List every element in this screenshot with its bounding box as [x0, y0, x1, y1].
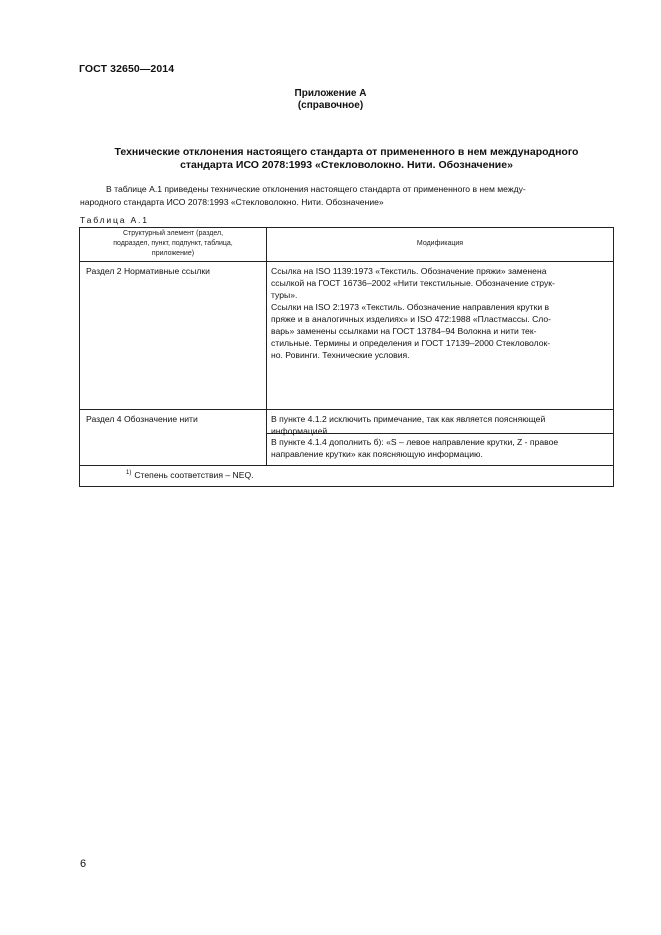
text-line: Ссылки на ISO 2:1973 «Текстиль. Обозначение направления крутки в	[271, 302, 550, 312]
text-line: стильные. Термины и определения и ГОСТ 17139–2000 Стекловолок-	[271, 338, 551, 348]
text-line: Ссылка на ISO 1139:1973 «Текстиль. Обозначение пряжи» заменена	[271, 266, 547, 276]
intro-line-1: В таблице А.1 приведены технические отклонения настоящего стандарта от примененного в нем между-	[106, 184, 526, 194]
column-header-line: приложение)	[151, 250, 195, 257]
text-line: пряже и в аналогичных изделиях» и ISO 472:1988 «Пластмассы. Сло-	[271, 314, 552, 324]
deviations-table	[79, 227, 614, 487]
text-line: В пункте 4.1.4 дополнить б): «S – левое направление крутки, Z - правое	[271, 437, 559, 447]
footnote-text: Степень соответствия – NEQ.	[134, 470, 254, 480]
table-footnote	[126, 470, 254, 480]
row-2-element: Раздел 4 Обозначение нити	[86, 414, 198, 424]
page-number: 6	[80, 858, 87, 870]
row-1-modification	[271, 265, 608, 361]
document-code: ГОСТ 32650—2014	[79, 63, 175, 75]
row-2-modification-a	[271, 413, 608, 437]
row-1-element: Раздел 2 Нормативные ссылки	[86, 266, 210, 276]
intro-line-2: народного стандарта ИСО 2078:1993 «Стекловолокно. Нити. Обозначение»	[80, 197, 384, 207]
section-title-line-2: стандарта ИСО 2078:1993 «Стекловолокно. Нити. Обозначение»	[180, 159, 513, 171]
text-line: ссылкой на ГОСТ 16736–2002 «Нити текстильные. Обозначение струк-	[271, 278, 555, 288]
table-label: Таблица А.1	[80, 215, 149, 225]
section-title-line-1: Технические отклонения настоящего стандарта от примененного в нем международного	[114, 146, 579, 158]
footnote-divider	[80, 465, 613, 466]
column-divider	[266, 228, 267, 466]
column-header-line: Структурный элемент (раздел,	[122, 230, 224, 237]
text-line: направление крутки» как поясняющую информацию.	[271, 449, 483, 459]
section-title	[80, 146, 613, 172]
appendix-subtitle: (справочное)	[297, 100, 364, 111]
row-divider	[80, 409, 613, 410]
row-2-modification-b	[271, 436, 608, 460]
column-header-line: подраздел, пункт, подпункт, таблица,	[113, 240, 233, 247]
footnote-mark: 1)	[126, 470, 132, 476]
header-divider	[80, 261, 613, 262]
text-line: В пункте 4.1.2 исключить примечание, так как является поясняющей	[271, 414, 546, 424]
text-line: туры».	[271, 290, 298, 300]
appendix-title: Приложение А	[294, 88, 367, 99]
text-line: но. Ровинги. Технические условия.	[271, 350, 410, 360]
text-line: информацией.	[271, 426, 330, 436]
column-header-element	[80, 229, 266, 259]
intro-paragraph	[80, 183, 614, 209]
text-line: варь» заменены ссылками на ГОСТ 13784–94 Волокна и нити тек-	[271, 326, 537, 336]
column-header-modification: Модификация	[416, 240, 464, 247]
